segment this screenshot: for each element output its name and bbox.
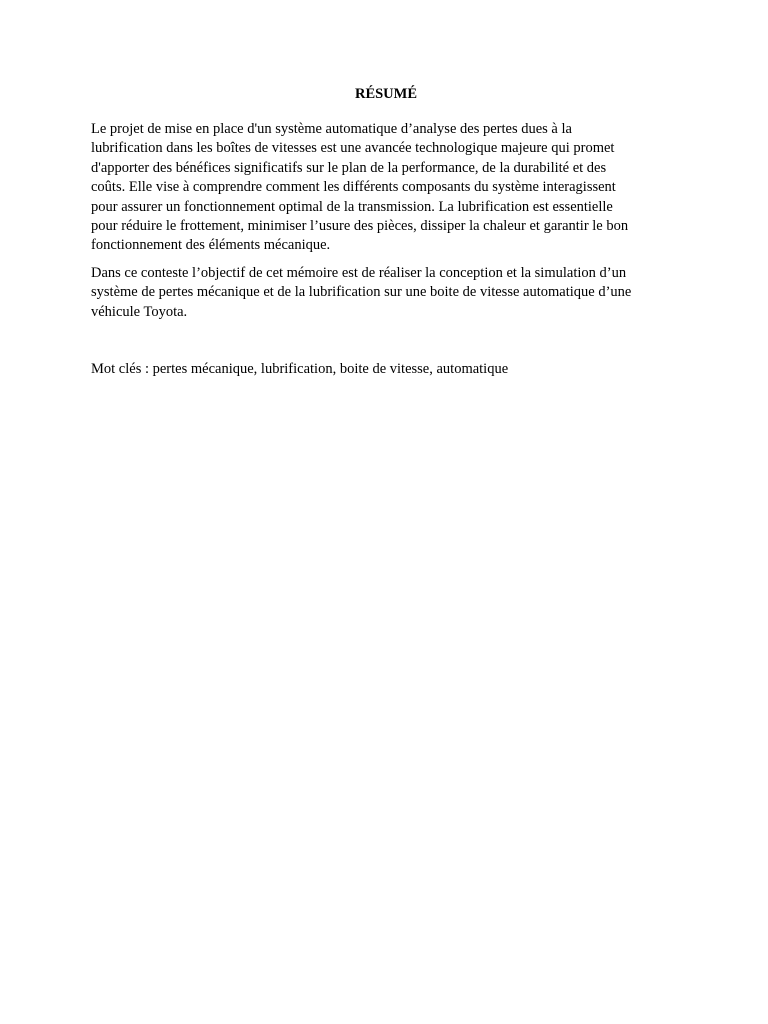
- text-line: lubrification dans les boîtes de vitesses est une avancée technologique majeure qui promet: [91, 140, 615, 157]
- abstract-paragraph-2: [91, 264, 681, 322]
- text-line: fonctionnement des éléments mécanique.: [91, 237, 331, 254]
- text-line: coûts. Elle vise à comprendre comment les différents composants du système interagissent: [91, 179, 616, 196]
- text-line: Dans ce conteste l’objectif de cet mémoire est de réaliser la conception et la simulation d’un: [91, 265, 627, 281]
- text-line: d'apporter des bénéfices significatifs sur le plan de la performance, de la durabilité et des: [91, 159, 607, 176]
- text-line: système de pertes mécanique et de la lubrification sur une boite de vitesse automatique d’une: [91, 284, 632, 301]
- text-line: Le projet de mise en place d'un système automatique d’analyse des pertes dues à la: [91, 121, 572, 137]
- page-title: RÉSUMÉ: [354, 86, 418, 102]
- abstract-paragraph-1: [91, 120, 681, 256]
- text-line: pour assurer un fonctionnement optimal de la transmission. La lubrification est essentielle: [91, 198, 613, 215]
- text-line: véhicule Toyota.: [91, 303, 188, 320]
- keywords-line: Mot clés : pertes mécanique, lubrification, boite de vitesse, automatique: [91, 361, 509, 377]
- text-line: pour réduire le frottement, minimiser l’usure des pièces, dissiper la chaleur et garantir le bon: [91, 218, 629, 235]
